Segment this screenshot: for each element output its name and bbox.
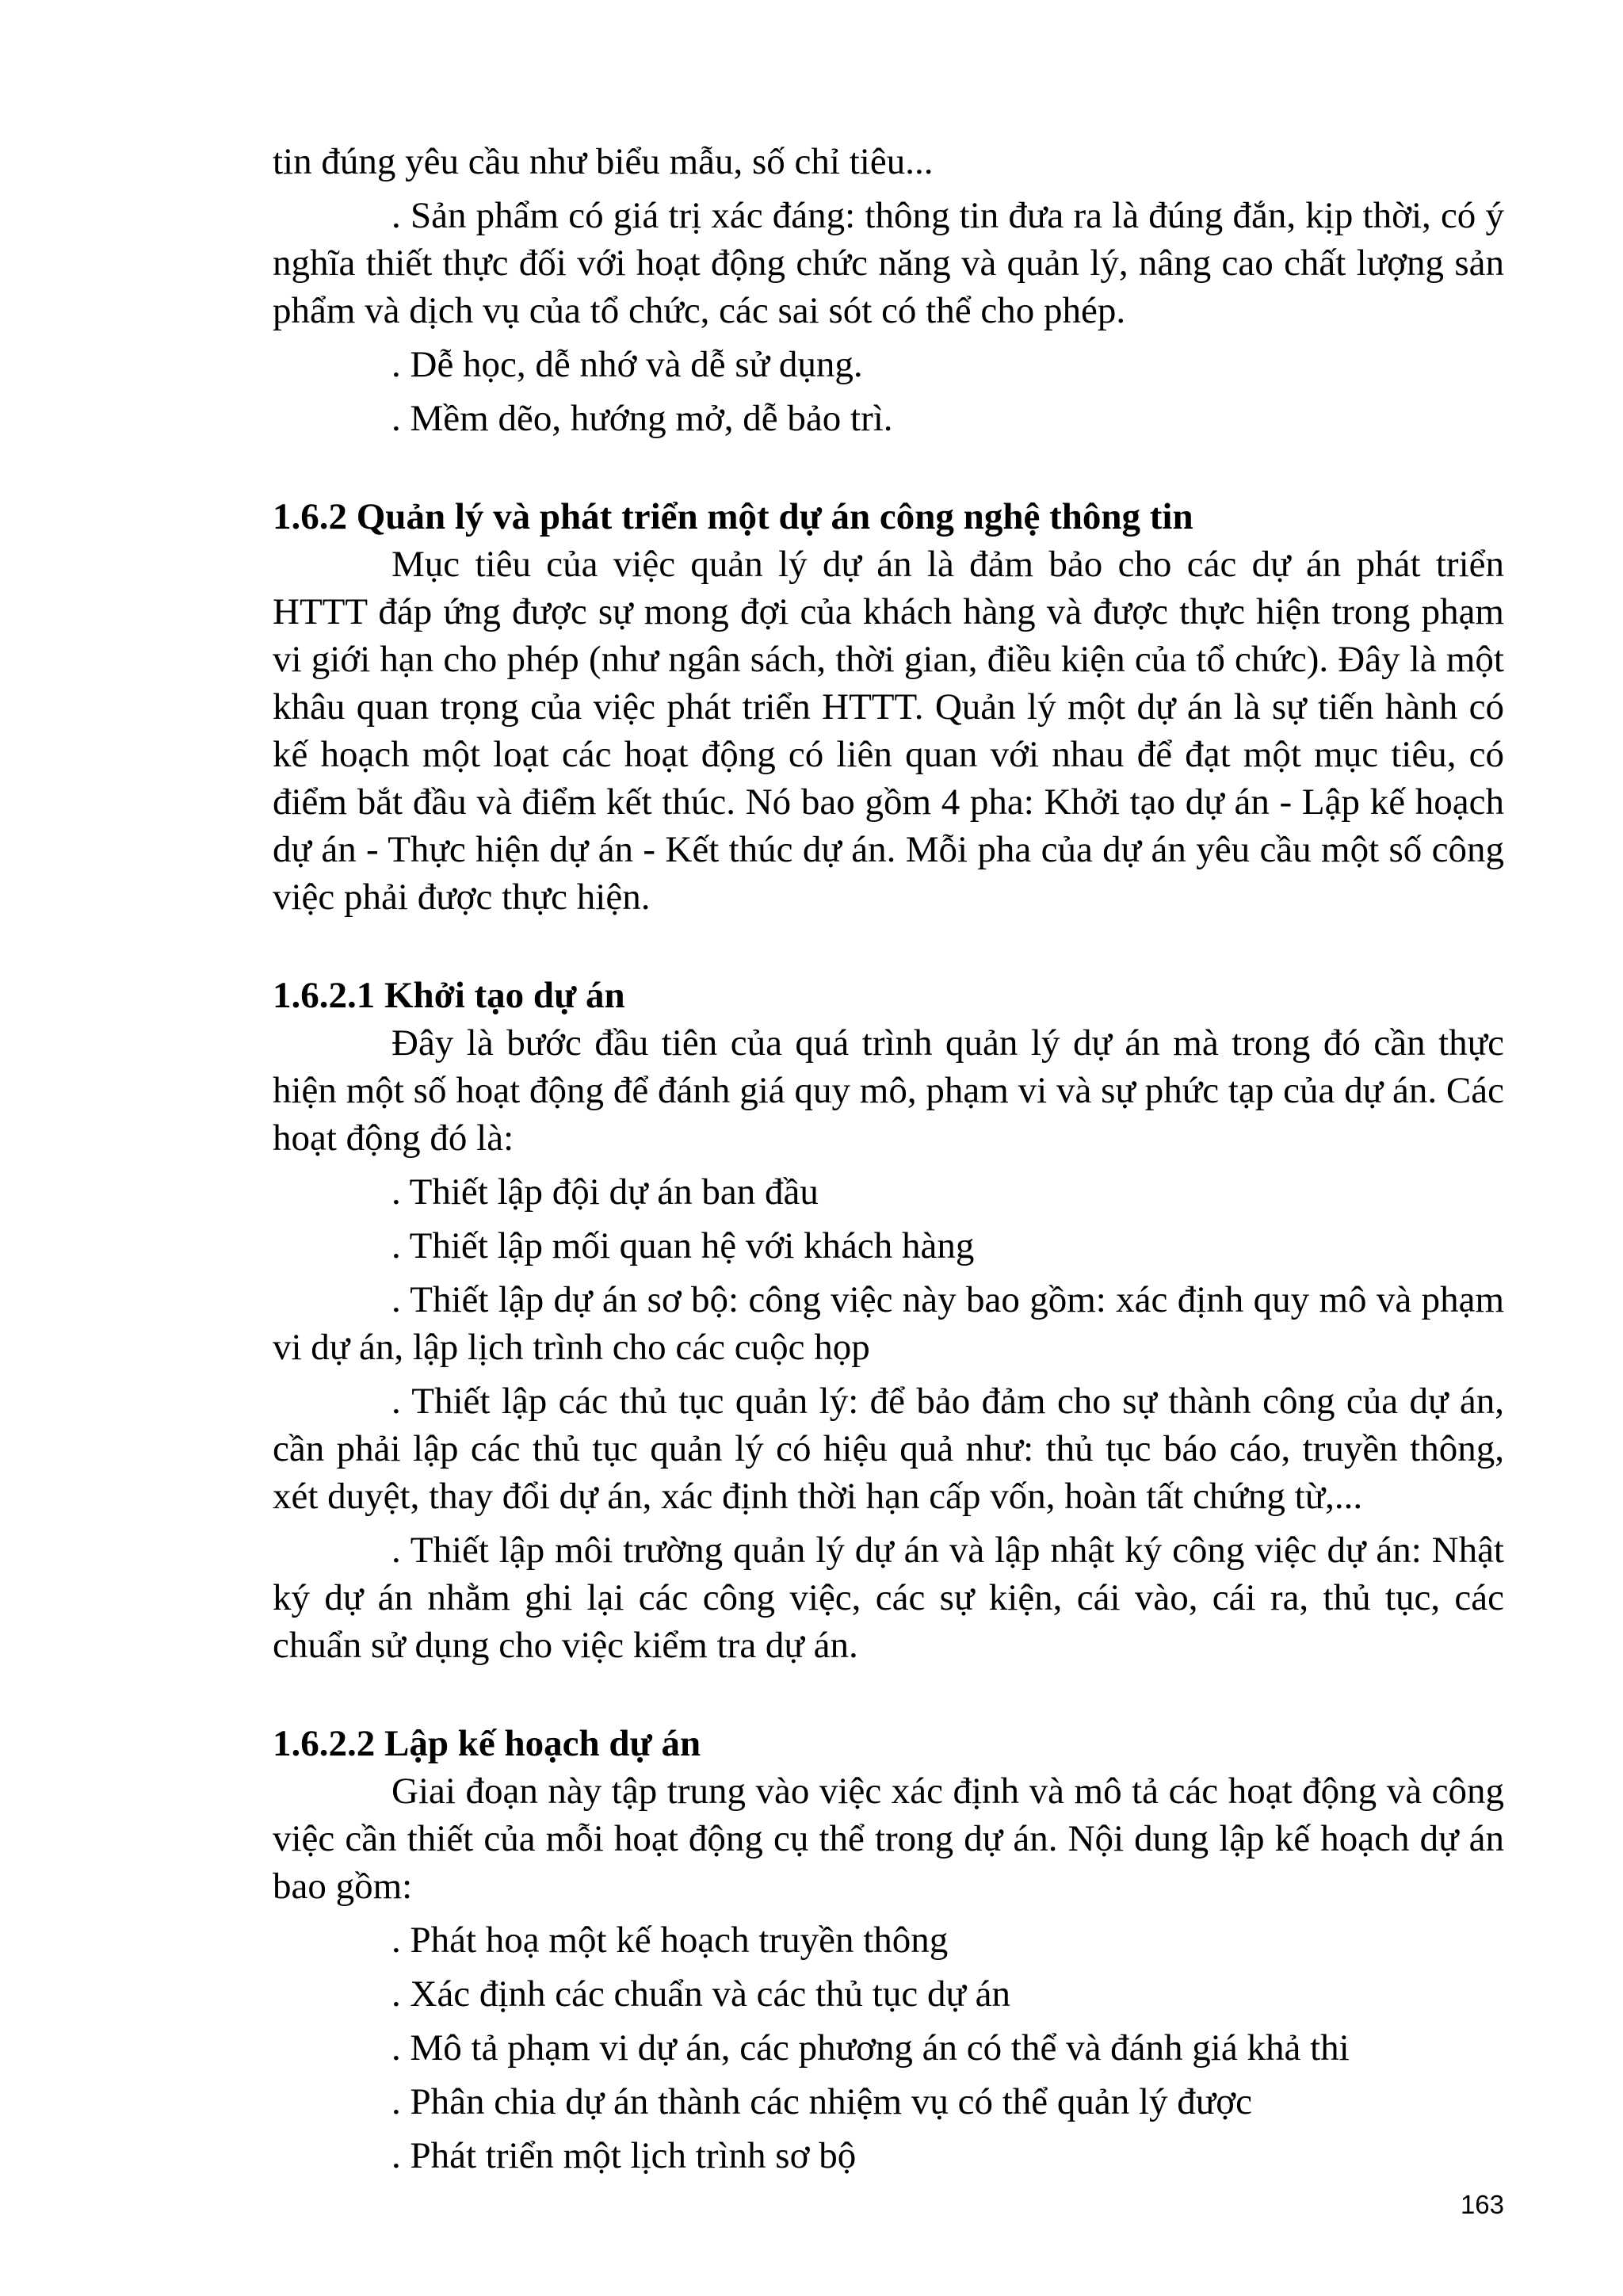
list-item-initiation-4: . Thiết lập các thủ tục quản lý: để bảo đảm cho sự thành công của dự án, cần phải lập các thủ tục quản lý có hiệu quả như: thủ tục báo cáo, truyền thông, xét duyệt, thay đổi dự án, xác định thời hạn cấp vốn, hoàn tất chứng từ,... bbox=[273, 1381, 1504, 1517]
bullet-easy-to-use: . Dễ học, dễ nhớ và dễ sử dụng. bbox=[391, 344, 863, 385]
list-item-initiation-5: . Thiết lập môi trường quản lý dự án và lập nhật ký công việc dự án: Nhật ký dự án nhằm ghi lại các công việc, các sự kiện, cái vào, cái ra, thủ tục, các chuẩn sử dụng cho việc kiểm tra dự án. bbox=[273, 1530, 1504, 1666]
list-item-initiation-2: . Thiết lập mối quan hệ với khách hàng bbox=[391, 1225, 975, 1266]
list-item-initiation-3: . Thiết lập dự án sơ bộ: công việc này bao gồm: xác định quy mô và phạm vi dự án, lập lịch trình cho các cuộc họp bbox=[273, 1279, 1504, 1368]
bullet-valuable-product: . Sản phẩm có giá trị xác đáng: thông tin đưa ra là đúng đắn, kịp thời, có ý nghĩa thiết thực đối với hoạt động chức năng và quản lý, nâng cao chất lượng sản phẩm và dịch vụ của tổ chức, các sai sót có thể cho phép. bbox=[273, 195, 1504, 331]
list-item-planning-4: . Phân chia dự án thành các nhiệm vụ có thể quản lý được bbox=[391, 2081, 1252, 2122]
section-heading-1-6-2: 1.6.2 Quản lý và phát triển một dự án công nghệ thông tin bbox=[273, 496, 1193, 537]
list-item-planning-3: . Mô tả phạm vi dự án, các phương án có thể và đánh giá khả thi bbox=[391, 2027, 1350, 2069]
list-item-planning-1: . Phát hoạ một kế hoạch truyền thông bbox=[391, 1920, 949, 1961]
paragraph-continuation: tin đúng yêu cầu như biểu mẫu, số chỉ tiêu... bbox=[273, 141, 934, 182]
list-item-initiation-1: . Thiết lập đội dự án ban đầu bbox=[391, 1171, 819, 1213]
page-number: 163 bbox=[1460, 2190, 1504, 2219]
list-item-planning-5: . Phát triển một lịch trình sơ bộ bbox=[391, 2135, 857, 2176]
section-heading-1-6-2-1: 1.6.2.1 Khởi tạo dự án bbox=[273, 975, 625, 1016]
list-item-planning-2: . Xác định các chuẩn và các thủ tục dự án bbox=[391, 1973, 1011, 2015]
document-page bbox=[273, 138, 1504, 2179]
paragraph-project-planning: Giai đoạn này tập trung vào việc xác định và mô tả các hoạt động và công việc cần thiết của mỗi hoạt động cụ thể trong dự án. Nội dung lập kế hoạch dự án bao gồm: bbox=[273, 1771, 1504, 1907]
paragraph-project-initiation: Đây là bước đầu tiên của quá trình quản lý dự án mà trong đó cần thực hiện một số hoạt động để đánh giá quy mô, phạm vi và sự phức tạp của dự án. Các hoạt động đó là: bbox=[273, 1022, 1504, 1159]
section-heading-1-6-2-2: 1.6.2.2 Lập kế hoạch dự án bbox=[273, 1723, 701, 1764]
bullet-flexible: . Mềm dẽo, hướng mở, dễ bảo trì. bbox=[391, 398, 893, 439]
paragraph-project-management-goal: Mục tiêu của việc quản lý dự án là đảm bảo cho các dự án phát triển HTTT đáp ứng được sự mong đợi của khách hàng và được thực hiện trong phạm vi giới hạn cho phép (như ngân sách, thời gian, điều kiện của tổ chức). Đây là một khâu quan trọng của việc phát triển HTTT. Quản lý một dự án là sự tiến hành có kế hoạch một loạt các hoạt động có liên quan với nhau để đạt một mục tiêu, có điểm bắt đầu và điểm kết thúc. Nó bao gồm 4 pha: Khởi tạo dự án - Lập kế hoạch dự án - Thực hiện dự án - Kết thúc dự án. Mỗi pha của dự án yêu cầu một số công việc phải được thực hiện. bbox=[273, 544, 1504, 918]
